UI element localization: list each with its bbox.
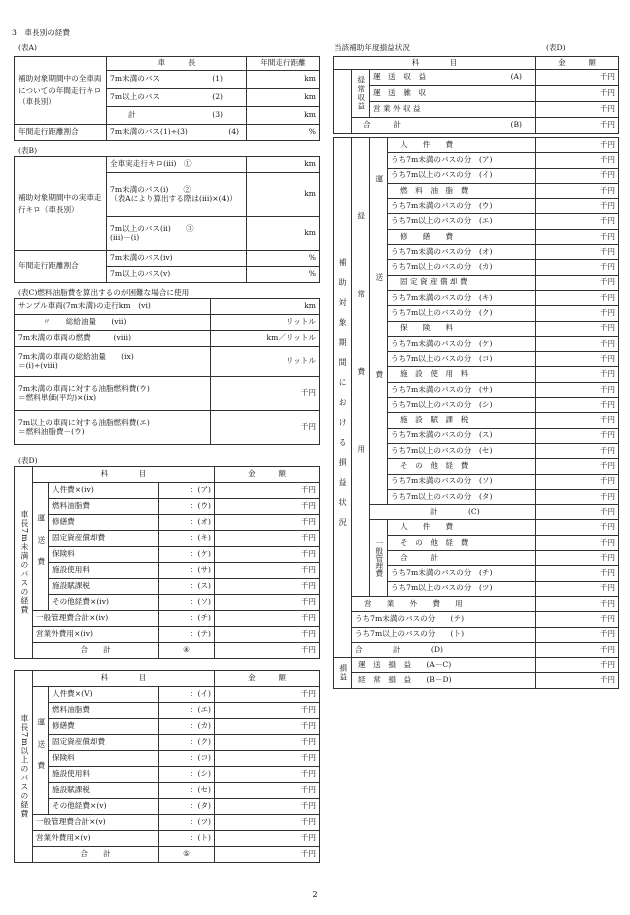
section-heading: 3 車長別の経費 [12,28,70,37]
transport-item: うち7m未満のバスの分 (ス) [388,428,536,443]
unit-yen: 千円 [215,703,320,719]
transport-item: うち7m以上のバスの分 (エ) [388,214,536,229]
unit-yen: 千円 [536,535,619,550]
unit-pct: % [247,125,320,141]
item-code: ：(タ) [159,799,215,815]
item-code: ：(イ) [159,687,215,703]
unit-yen: 千円 [215,751,320,767]
transport-item: うち7m以上のバスの分 (イ) [388,168,536,183]
transport-item: うち7m未満のバスの分 (ア) [388,153,536,168]
unit-yen: 千円 [215,563,320,579]
item-code: ：(ウ) [159,499,215,515]
transport-item: うち7m以上のバスの分 (タ) [388,489,536,504]
unit-yen: 千円 [536,290,619,305]
item-code: ：(ソ) [159,595,215,611]
pl-item: 運 送 損 益 (A－C) [352,658,536,673]
table-a-ratio-formula: 7m未満のバス(1)÷(3) (4) [107,125,247,141]
table-d-right-label: (表D) [546,43,566,52]
unit-yen: 千円 [536,398,619,413]
table-a-head-annual: 年間走行距離 [247,57,320,71]
item-name: 営業外費用×(iv) [33,627,159,643]
total-label: 合 計 [33,847,159,863]
item-name: その他経費×(v) [49,799,159,815]
transport-item: 施 設 賦 課 税 [388,413,536,428]
unit-yen: 千円 [536,153,619,168]
unit-yen: 千円 [536,86,619,102]
unit-yen: 千円 [215,783,320,799]
item-code: ：(カ) [159,719,215,735]
table-c-row: 7m未満の車両の燃費 (viii) [15,331,211,347]
table-d-right-head-amount: 金 額 [536,57,619,70]
table-b-ratio-under: 7m未満のバス(iv) [107,251,247,267]
nonop-item: うち7m以上のバスの分 (ト) [352,627,536,642]
table-d-left-head-amount: 金 額 [215,467,320,483]
item-code: ：(ク) [159,735,215,751]
transport-item: 修 繕 費 [388,229,536,244]
table-d-right [333,56,619,134]
transport-item: うち7m以上のバスの分 (セ) [388,443,536,458]
unit-km: km [247,71,320,89]
table-a-row: 7m未満のバス (1) [107,71,247,89]
table-d-right-title: 当該補助年度損益状況 [334,43,410,52]
unit-yen: 千円 [536,612,619,627]
nonop-item: 合 計 (D) [352,642,536,657]
unit-yen: 千円 [536,118,619,134]
table-a [14,56,320,141]
unit-yen: 千円 [215,831,320,847]
unit-yen: 千円 [215,687,320,703]
unit-yen: 千円 [536,352,619,367]
unit-yen: 千円 [215,499,320,515]
transport-item: うち7m未満のバスの分 (キ) [388,290,536,305]
unit-yen: 千円 [536,642,619,657]
table-a-label: (表A) [18,43,38,52]
item-code: ：(キ) [159,531,215,547]
table-c-label: (表C)燃料油脂費を算出するのが困難な場合に使用 [18,288,190,297]
table-d-under-side: 車長7m未満のバスの経費 [15,467,33,659]
unit-yen: 千円 [536,505,619,520]
unit-yen: 千円 [536,551,619,566]
general-item: うち7m未満のバスの分 (チ) [388,566,536,581]
pl-label: 損益 [334,658,352,689]
transport-item: そ の 他 経 費 [388,459,536,474]
item-name: 修繕費 [49,719,159,735]
general-item: 人 件 費 [388,520,536,535]
unit-yen: 千円 [536,260,619,275]
unit-pct: % [247,267,320,283]
revenue-row: 営 業 外 収 益 [370,102,536,118]
unit-yen: 千円 [536,459,619,474]
general-item: そ の 他 経 費 [388,535,536,550]
table-b-ratio-over: 7m以上のバス(v) [107,267,247,283]
revenue-row: 運 送 収 益 (A) [370,70,536,86]
transport-item: 保 険 料 [388,321,536,336]
table-b-row-label: 補助対象期間中の実車走行キロ（車長別） [15,157,107,251]
unit-yen: 千円 [536,673,619,688]
item-name: 施設賦課税 [49,579,159,595]
table-c-row: 〃 総給油量 (vii) [15,315,211,331]
table-b-label: (表B) [18,146,38,155]
unit-yen: 千円 [536,443,619,458]
unit-yen: 千円 [536,70,619,86]
unit-yen: 千円 [215,767,320,783]
unit-yen: 千円 [536,489,619,504]
unit-yen: 千円 [536,138,619,153]
unit-km: km [247,173,320,217]
expense-label: 経常費用 [352,138,370,597]
item-name: 人件費×(iv) [49,483,159,499]
transport-item: うち7m以上のバスの分 (シ) [388,398,536,413]
table-c-row: サンプル車両(7m未満)の走行km (vi) [15,299,211,315]
table-c-unit: リットル [211,315,320,331]
unit-yen: 千円 [215,483,320,499]
table-b [14,156,320,283]
unit-yen: 千円 [215,719,320,735]
unit-yen: 千円 [536,183,619,198]
item-code: ：(テ) [159,627,215,643]
transport-item: うち7m以上のバスの分 (コ) [388,352,536,367]
transport-item: うち7m未満のバスの分 (オ) [388,245,536,260]
item-name: 施設使用料 [49,563,159,579]
item-name: 保険料 [49,547,159,563]
item-name: 修繕費 [49,515,159,531]
unit-yen: 千円 [215,611,320,627]
table-b-total: 全車実走行キロ(iii) ① [107,157,247,173]
unit-yen: 千円 [536,627,619,642]
item-code: ：(ト) [159,831,215,847]
table-d-over-side: 車長7m以上のバスの経費 [15,671,33,863]
item-name: 一般管理費合計×(iv) [33,611,159,627]
unit-yen: 千円 [536,168,619,183]
item-code: ：(チ) [159,611,215,627]
item-code: ：(ア) [159,483,215,499]
transport-item: 人 件 費 [388,138,536,153]
unit-km: km [247,217,320,251]
table-d-under-group: 運送費 [33,483,49,611]
table-a-head-car: 車 長 [107,57,247,71]
unit-yen: 千円 [536,428,619,443]
item-code: ：(サ) [159,563,215,579]
unit-yen: 千円 [536,321,619,336]
unit-yen: 千円 [536,229,619,244]
unit-yen: 千円 [536,275,619,290]
table-d-left-label: (表D) [18,456,38,465]
item-name: 人件費×(V) [49,687,159,703]
total-code: ⑤ [159,847,215,863]
item-code: ：(オ) [159,515,215,531]
table-c [14,298,320,445]
table-c-row: 7m以上の車両に対する油脂燃料費(エ) ＝燃料油脂費－(ウ) [15,411,211,445]
revenue-total: 合 計 (B) [352,118,536,134]
transport-item: うち7m以上のバスの分 (カ) [388,260,536,275]
item-code: ：(コ) [159,751,215,767]
item-code: ：(シ) [159,767,215,783]
item-code: ：(エ) [159,703,215,719]
unit-yen: 千円 [536,245,619,260]
unit-yen: 千円 [536,336,619,351]
total-label: 合 計 [33,643,159,659]
transport-item: うち7m未満のバスの分 (ウ) [388,199,536,214]
table-d-right-head-item: 科 目 [334,57,536,70]
table-b-over: 7m以上のバス(ii) ③ (iii)－(i) [107,217,247,251]
unit-yen: 千円 [536,214,619,229]
pl-item: 経 常 損 益 (B－D) [352,673,536,688]
item-name: 一般管理費合計×(v) [33,815,159,831]
unit-km: km [247,107,320,125]
unit-yen: 千円 [215,515,320,531]
total-code: ④ [159,643,215,659]
item-name: その他経費×(iv) [49,595,159,611]
unit-yen: 千円 [536,306,619,321]
item-name: 保険料 [49,751,159,767]
item-name: 燃料油脂費 [49,499,159,515]
table-d-left [14,466,320,659]
transport-item: 施 設 使 用 料 [388,367,536,382]
transport-item: うち7m未満のバスの分 (サ) [388,382,536,397]
transport-label: 運送費 [370,138,388,505]
revenue-row: 運 送 雑 収 [370,86,536,102]
unit-yen: 千円 [536,102,619,118]
table-b-under: 7m未満のバス(i) ② （表Aにより算出する際は(iii)×(4)） [107,173,247,217]
unit-yen: 千円 [215,595,320,611]
unit-yen: 千円 [536,566,619,581]
table-a-row: 計 (3) [107,107,247,125]
table-d-left-head-item: 科 目 [33,467,215,483]
table-c-unit: 千円 [211,377,320,411]
unit-yen: 千円 [536,581,619,596]
table-d-right-spacer [334,70,352,134]
table-a-row: 7m以上のバス (2) [107,89,247,107]
nonop-item: 営 業 外 費 用 [352,596,536,611]
general-label: 一般管理費 [370,520,388,596]
table-a-row-label: 補助対象期間中の全車両についての年間走行キロ（車長別） [15,57,107,125]
table-d-over-group: 運送費 [33,687,49,815]
item-name: 施設使用料 [49,767,159,783]
unit-yen: 千円 [215,627,320,643]
item-code: ：(ス) [159,579,215,595]
table-d-right-expenses [333,137,619,689]
unit-yen: 千円 [215,643,320,659]
transport-item: うち7m以上のバスの分 (ク) [388,306,536,321]
item-code: ：(ツ) [159,815,215,831]
unit-yen: 千円 [215,815,320,831]
item-name: 営業外費用×(v) [33,831,159,847]
table-c-unit: リットル [211,347,320,377]
unit-yen: 千円 [536,199,619,214]
unit-yen: 千円 [215,799,320,815]
unit-km: km [247,157,320,173]
nonop-item: うち7m未満のバスの分 (テ) [352,612,536,627]
item-code: ：(セ) [159,783,215,799]
table-c-row: 7m未満の車両に対する油脂燃料費(ウ) ＝燃料単価(平均)×(ix) [15,377,211,411]
item-name: 固定資産償却費 [49,735,159,751]
unit-yen: 千円 [536,596,619,611]
transport-item: 計 (C) [370,505,536,520]
table-b-ratio-label: 年間走行距離割合 [15,251,107,283]
unit-yen: 千円 [536,474,619,489]
transport-item: 固 定 資 産 償 却 費 [388,275,536,290]
item-name: 固定資産償却費 [49,531,159,547]
table-c-unit: km／リットル [211,331,320,347]
transport-item: うち7m未満のバスの分 (ケ) [388,336,536,351]
side-label: 補助対象期間における損益状況 [334,138,352,658]
unit-yen: 千円 [536,382,619,397]
unit-yen: 千円 [215,531,320,547]
unit-yen: 千円 [536,658,619,673]
table-c-unit: 千円 [211,411,320,445]
revenue-label: 経常収益 [352,70,370,118]
general-item: うち7m以上のバスの分 (ツ) [388,581,536,596]
table-a-ratio-label: 年間走行距離割合 [15,125,107,141]
transport-item: 燃 料 油 脂 費 [388,183,536,198]
unit-pct: % [247,251,320,267]
unit-km: km [247,89,320,107]
unit-yen: 千円 [215,847,320,863]
unit-yen: 千円 [536,520,619,535]
table-d-left-head-item: 科 目 [33,671,215,687]
unit-yen: 千円 [215,547,320,563]
unit-yen: 千円 [215,579,320,595]
general-item: 合 計 [388,551,536,566]
item-name: 施設賦課税 [49,783,159,799]
unit-yen: 千円 [215,735,320,751]
item-name: 燃料油脂費 [49,703,159,719]
table-d-left-over [14,670,320,863]
table-c-unit: km [211,299,320,315]
item-code: ：(ケ) [159,547,215,563]
transport-item: うち7m未満のバスの分 (ソ) [388,474,536,489]
table-d-left-head-amount: 金 額 [215,671,320,687]
unit-yen: 千円 [536,367,619,382]
table-c-row: 7m未満の車両の総給油量 (ix) ＝(i)÷(viii) [15,347,211,377]
page-number: 2 [312,890,318,899]
unit-yen: 千円 [536,413,619,428]
